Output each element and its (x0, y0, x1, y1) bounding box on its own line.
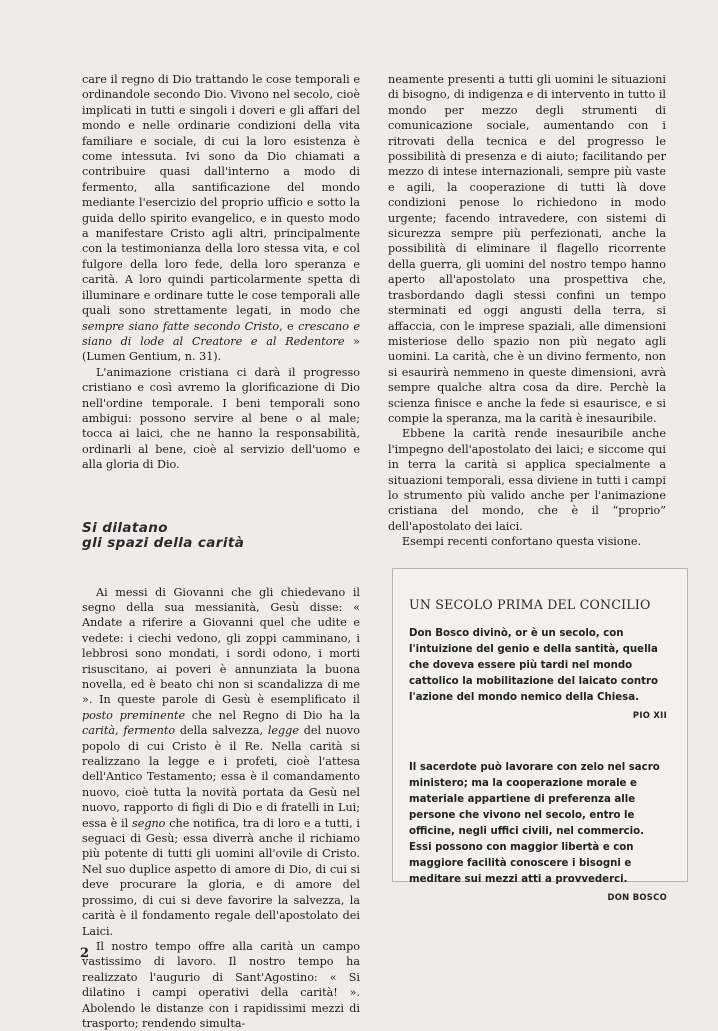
box-title: UN SECOLO PRIMA DEL CONCILIO (409, 597, 651, 612)
quote-attribution: DON BOSCO (607, 892, 667, 902)
quote-text: Il sacerdote può lavorare con zelo nel sacro ministero; ma la cooperazione morale e materiale appartiene di preferenza alle persone che vivono nel secolo, entro le officine, negli uffici civili, nel commercio. Essi possono con maggior libertà e con maggiore facilità conoscere i bisogni e meditare sui mezzi atti a provvederci. (409, 762, 660, 885)
section-heading-line: gli spazi della carità (82, 534, 245, 551)
right-column (388, 72, 666, 550)
section-heading-line: Si dilatano (82, 519, 168, 536)
left-column (82, 72, 360, 1031)
paragraph: Ebbene la carità rende inesauribile anche l'impegno dell'apostolato dei laici; e siccome qui in terra la carità si applica specialmente a situazioni temporali, essa diviene in tutti i campi lo strumento più valido anche per l'animazione cristiana del mondo, che è il “proprio” dell'apostolato dei laici. (388, 427, 666, 533)
paragraph: Esempi recenti confortano questa visione. (402, 535, 642, 549)
paragraph: neamente presenti a tutti gli uomini le situazioni di bisogno, di indigenza e di intervento in tutto il mondo per mezzo degli strumenti di comunicazione sociale, aumentando con i ritrovati della tecnica e del progresso le possibilità di presenza e di aiuto; facilitando per mezzo di intese internazionali, sempre più vaste e agili, la cooperazione di tutti là dove condizioni penose lo richiedono in modo urgente; facendo intravedere, con sistemi di sicurezza sempre più perfezionati, anche la possibilità di eliminare il flagello ricorrente della guerra, gli uomini del nostro tempo hanno aperto all'apostolato una prospettiva che, trasbordando dagli stessi confini un tempo sterminati ed oggi angusti della terra, si affaccia, con le imprese spaziali, alle dimensioni misteriose dello spazio non più negato agli uomini. La carità, che è un divino fermento, non si esaurirà nemmeno in queste dimensioni, avrà sempre qualche altra cosa da dire. Perchè la scienza finisce e anche la fede si esaurisce, e si compie la speranza, ma la carità è inesauribile. (388, 73, 666, 425)
paragraph: L'animazione cristiana ci darà il progresso cristiano e così avremo la glorificazione di Dio nell'ordine temporale. I beni temporali sono ambigui: possono servire al bene o al male; tocca ai laici, che ne hanno la responsabilità, ordinarli al bene, cioè al servizio dell'uomo e alla gloria di Dio. (82, 365, 360, 472)
quote-text: Don Bosco divinò, or è un secolo, con l'intuizione del genio e della santità, quella che doveva essere più tardi nel mondo cattolico la mobilitazione del laicato contro l'azione del mondo nemico della Chiesa. (409, 628, 659, 703)
paragraph: Ai messi di Giovanni che gli chiedevano il segno della sua messianità, Gesù disse: « Andate a riferire a Giovanni quel che udite e vedete: i ciechi vedono, gli zoppi camminano, i lebbrosi sono mondati, i sordi odono, i morti risuscitano, ai poveri è annunziata la buona novella, ed è beato chi non si scandalizza di me ». In queste parole di Gesù è esemplificato il posto preminente che nel Regno di Dio ha la carità, fermento della salvezza, legge del nuovo popolo di cui Cristo è il Re. Nella carità si realizzano la legge e i profeti, cioè l'attesa dell'Antico Testamento; essa è il comandamento nuovo, cioè tutta la novità portata da Gesù nel nuovo, rapporto di figli di Dio e di fratelli in Lui; essa è il segno che notifica, tra di loro e a tutti, i seguaci di Gesù; essa diverrà anche il richiamo più potente di tutti gli uomini all'ovile di Cristo. Nel suo duplice aspetto di amore di Dio, di cui si deve procurare la gloria, e di amore del prossimo, di cui si deve favorire la salvezza, la carità è il fondamento regale dell'apostolato dei Laici. (82, 585, 361, 938)
paragraph: Il nostro tempo offre alla carità un campo vastissimo di lavoro. Il nostro tempo ha realizzato l'augurio di Sant'Agostino: « Si dilatino i campi operativi della carità! ». Abolendo le distanze con i rapidissimi mezzi di trasporto; rendendo simulta- (82, 939, 360, 1030)
quote-attribution: PIO XII (632, 710, 667, 720)
page-number: 2 (80, 946, 90, 961)
sidebar-quote-box (392, 568, 688, 902)
paragraph: care il regno di Dio trattando le cose temporali e ordinandole secondo Dio. Vivono nel secolo, cioè implicati in tutti e singoli i doveri e gli affari del mondo e nelle ordinarie condizioni della vita familiare e sociale, di cui la loro esistenza è come intessuta. Ivi sono da Dio chiamati a contribuire quasi dall'interno a modo di fermento, alla santificazione del mondo mediante l'esercizio del proprio ufficio e sotto la guida dello spirito evangelico, e in questo modo a manifestare Cristo agli altri, principalmente con la testimonianza della loro stessa vita, e col fulgore della loro fede, della loro speranza e carità. A loro quindi particolarmente spetta di illuminare e ordinare tutte le cose temporali alle quali sono strettamente legati, in modo che sempre siano fatte secondo Cristo, e crescano e siano di lode al Creatore e al Redentore » (Lumen Gentium, n. 31). (82, 73, 361, 364)
section-heading (82, 521, 360, 551)
